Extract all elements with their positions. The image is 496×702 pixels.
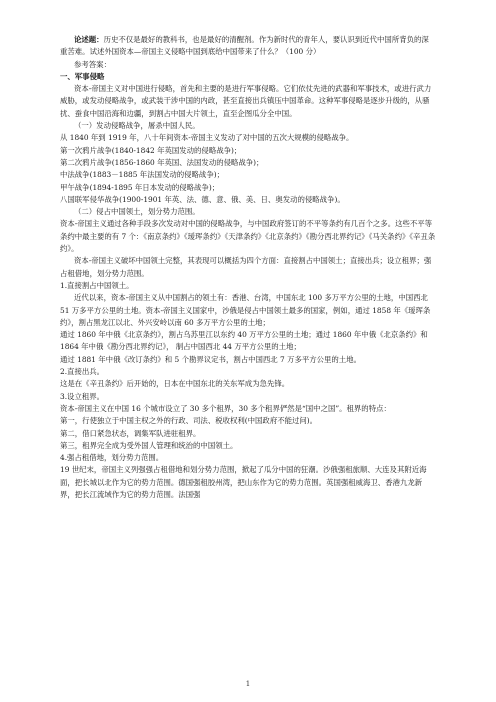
question-paragraph bbox=[60, 34, 436, 59]
body-paragraph: 19 世纪末，帝国主义列强强占租借地和划分势力范围，掀起了瓜分中国的狂潮。沙俄强租旅顺、大连及其附近海面，把长城以北作为它的势力范围。德国强租胶州湾，把山东作为它的势力范围。英国强租威海卫、香港九龙新界，把长江流域作为它的势力范围。法国强 bbox=[60, 465, 427, 499]
body-paragraph: 资本-帝国主义对中国进行侵略，首先和主要的是进行军事侵略。它们依仗先进的武器和军事技术，或进行武力威胁，或发动侵略战争，或武装干涉中国的内政，甚至直接出兵镇压中国革命。这种军事侵略是逐步升级的，从骚扰、蚕食中国沿海和边疆，到割占中国大片领土，直至企图瓜分全中国。 bbox=[60, 84, 432, 118]
body-paragraph: 4.强占租借地，划分势力范围。 bbox=[60, 453, 164, 463]
body-paragraph: 第一，行使独立于中国主权之外的行政、司法、税收权利(中国政府不能过问)。 bbox=[60, 416, 318, 426]
body-paragraph: 八国联军侵华战争(1900-1901 年英、法、德、意、俄、美、日、奥发动的侵略战争)。 bbox=[60, 194, 345, 204]
body-paragraph: （二）侵占中国领土，划分势力范围。 bbox=[74, 207, 200, 217]
page-number: 1 bbox=[245, 680, 251, 688]
question-text: 历史不仅是最好的教科书，也是最好的清醒剂。作为新时代的青年人，要认识到近代中国所背负的深重苦难。试述外国资本—帝国主义侵略中国到底给中国带来了什么？（100 分） bbox=[60, 35, 429, 57]
body-paragraph: 甲午战争(1894-1895 年日本发动的侵略战争)； bbox=[60, 182, 220, 192]
body-paragraph: 通过 1881 年中俄《改订条约》和 5 个勘界议定书，割占中国西北 7 万多平方公里的土地。 bbox=[60, 354, 361, 364]
body-paragraph: 资本-帝国主义破坏中国领土完整，其表现可以概括为四个方面：直接割占中国领土；直接出兵；设立租界；强占租借地，划分势力范围。 bbox=[60, 256, 432, 278]
answer-body bbox=[60, 71, 436, 501]
body-paragraph: 1.直接割占中国领土。 bbox=[60, 280, 134, 290]
body-paragraph: 通过 1860 年中俄《北京条约》，割占乌苏里江以东约 40 万平方公里的土地；通过 1860 年中俄《北京条约》和 1864 年中俄《勘分西北界约记》， 制占中国西北 44 万平方公里的土地； bbox=[60, 330, 428, 352]
body-paragraph: 3.设立租界。 bbox=[60, 391, 105, 401]
body-paragraph: 资本-帝国主义通过各种手段多次发动对中国的侵略战争，与中国政府签订的不平等条约有几百个之多。这些不平等条约中最主要的有 7 个：《南京条约》《瑷珲条约》《天津条约》《北京条约》《勘分西北界约记》《马关条约》《辛丑条约》。 bbox=[60, 219, 436, 254]
body-paragraph: 第二，借口紧急状态，调集军队进驻租界。 bbox=[60, 428, 201, 438]
document-page bbox=[60, 34, 436, 501]
body-paragraph: （一）发动侵略战争，屠杀中国人民。 bbox=[74, 121, 200, 131]
question-label: 论述题： bbox=[74, 35, 104, 44]
body-paragraph: 资本-帝国主义在中国 16 个城市设立了 30 多个租界，30 多个租界俨然是“国中之国”。租界的特点： bbox=[60, 403, 391, 413]
body-paragraph: 从 1840 年到 1919 年，八十年间资本-帝国主义发动了对中国的五次大规模的侵略战争。 bbox=[60, 133, 354, 143]
body-paragraph: 第二次鸦片战争(1856-1860 年英国、法国发动的侵略战争)； bbox=[60, 157, 264, 167]
body-paragraph: 近代以来，资本-帝国主义从中国割占的领土有：香港、台湾，中国东北 100 多万平方公里的土地，中国西北 51 万多平方公里的土地。资本-帝国主义国家中，沙俄是侵占中国领土最多的国家，例如，通过 1858 年《瑷珲条约》，割占黑龙江以北、外兴安岭以南 60 多万平方公里的土地； bbox=[60, 293, 431, 327]
answer-label: 参考答案： bbox=[74, 59, 111, 69]
section-heading: 一、军事侵略 bbox=[60, 71, 105, 81]
body-paragraph: 中法战争(1883－1885 年法国发动的侵略战争)； bbox=[60, 170, 224, 180]
body-paragraph: 2.直接出兵。 bbox=[60, 367, 105, 377]
body-paragraph: 第一次鸦片战争(1840-1842 年英国发动的侵略战争)； bbox=[60, 145, 242, 155]
body-paragraph: 这是在《辛丑条约》后开始的，日本在中国东北的关东军成为急先锋。 bbox=[60, 379, 290, 389]
body-paragraph: 第三，租界完全成为受外国人管理和统治的中国领土。 bbox=[60, 440, 238, 450]
